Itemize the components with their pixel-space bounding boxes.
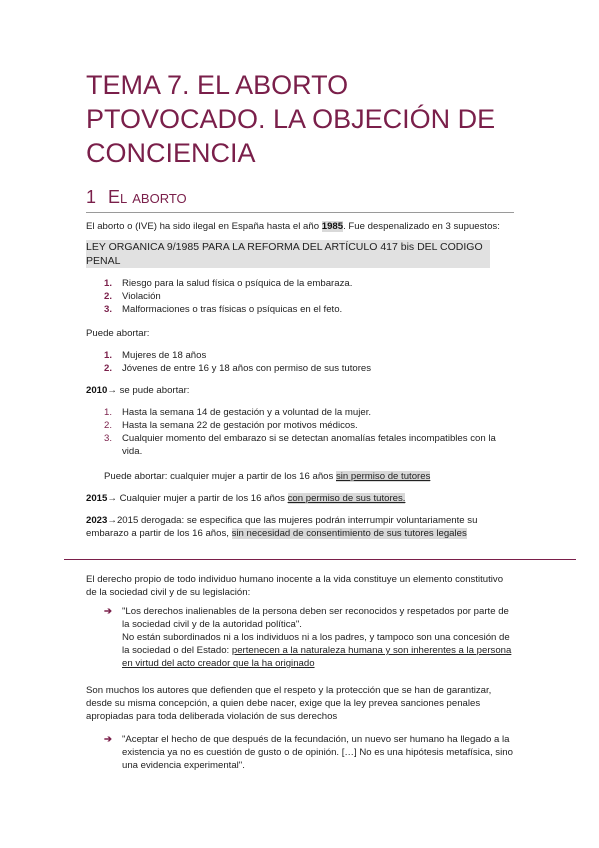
intro-text-end: . Fue despenalizado en 3 supuestos: [343,221,500,232]
arrow-icon: ➔ [104,734,113,745]
list-item: 1. Hasta la semana 14 de gestación y a voluntad de la mujer. [104,407,372,418]
list-item: 3. Malformaciones o tras físicas o psíquicas en el feto. [104,304,343,315]
page-title [86,68,556,170]
intro-paragraph [86,220,516,233]
title-line-3: CONCIENCIA [86,138,256,168]
paragraph-2023: 2023→2015 derogada: se especifica que las mujeres podrán interrumpir voluntariamente su embarazo a partir de los 16 años, sin necesidad de consentimiento de sus tutores legales [86,515,478,539]
highlight-sin-permiso: sin permiso de tutores [335,471,431,482]
year-2023: 2023 [86,515,108,526]
quienes-list [104,349,514,375]
note-2010: Puede abortar: cualquier mujer a partir de los 16 años sin permiso de tutores [104,471,431,482]
highlight-sin-consentimiento: sin necesidad de consentimiento de sus tutores legales [231,528,467,539]
list-item: 1. Riesgo para la salud física o psíquica de la embaraza. [104,278,353,289]
section-title: El aborto [108,187,187,207]
intro-text: El aborto o (IVE) ha sido ilegal en España hasta el año [86,221,322,232]
list-item: 2. Jóvenes de entre 16 y 18 años con permiso de sus tutores [104,363,372,374]
title-line-1: TEMA 7. EL ABORTO [86,70,349,100]
paragraph-2015: 2015→ Cualquier mujer a partir de los 16 años con permiso de sus tutores. [86,493,406,504]
section-divider [64,559,576,560]
section-number: 1 [86,187,97,207]
quote-derechos [104,605,514,670]
puede-abortar-label: Puede abortar: [86,328,150,339]
title-line-2: PTOVOCADO. LA OBJECIÓN DE [86,104,496,134]
list-item: 3. Cualquier momento del embarazo si se detectan anomalías fetales incompatibles con la vida. [104,433,496,457]
list-item: 1. Mujeres de 18 años [104,350,207,361]
quote-text-2: No están subordinados ni a los individuos ni a los padres, y tampoco son una concesión de la sociedad o del Estado: pertenecen a la naturaleza humana y son inherentes a la persona en virtud del acto creador que la ha originado [122,632,512,669]
list-item: 2. Violación [104,291,161,302]
section-heading [86,186,514,213]
list-item: 2. Hasta la semana 22 de gestación por motivos médicos. [104,420,358,431]
highlight-con-permiso: con permiso de sus tutores. [287,493,406,504]
supuestos-list [104,277,514,316]
arrow-icon: ➔ [104,606,113,617]
year-2015: 2015 [86,493,108,504]
paragraph-2010: 2010→ se pude abortar: [86,385,190,396]
derecho-paragraph: El derecho propio de todo individuo humano inocente a la vida constituye un elemento constitutivo de la sociedad civil y de su legislación: [86,574,504,598]
autores-paragraph: Son muchos los autores que defienden que el respeto y la protección que se han de garantizar, desde su misma concepción, a quien debe nacer, exige que la ley prevea sanciones penales apropiadas para toda deliberada violación de sus derechos [86,685,492,722]
list-2010 [104,406,514,458]
quote-text: "Los derechos inalienables de la persona deben ser reconocidos y respetados por parte de la sociedad civil y de la autoridad política". [122,606,509,630]
quote-text: "Aceptar el hecho de que después de la fecundación, un nuevo ser humano ha llegado a la existencia ya no es cuestión de gusto o de opinión. […] No es una hipótesis metafísica, sino una evidencia experimental". [122,734,513,771]
underlined-phrase: pertenecen a la naturaleza humana y son inherentes a la persona en virtud del acto creador que la ha originado [122,645,512,669]
year-1985: 1985 [321,221,344,232]
quote-fecundacion [104,733,514,772]
law-reference: LEY ORGANICA 9/1985 PARA LA REFORMA DEL ARTÍCULO 417 bis DEL CODIGO PENAL [86,240,490,268]
year-2010: 2010 [86,385,108,396]
